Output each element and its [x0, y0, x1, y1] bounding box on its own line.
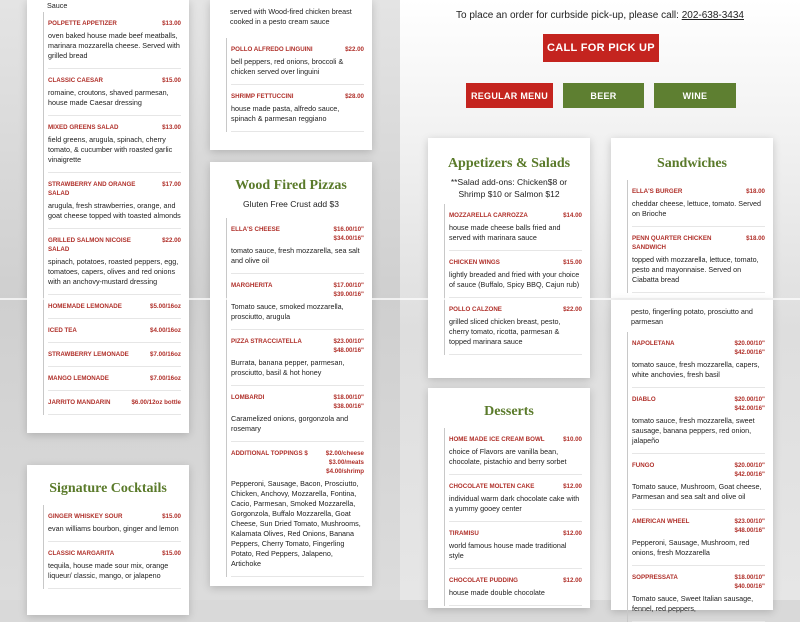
menu-item-description: oven baked house made beef meatballs, marinara mozzarella cheese. Served with grilled bread — [48, 31, 180, 60]
menu-item — [231, 442, 364, 577]
menu-item-name: MIXED GREENS SALAD — [48, 124, 119, 131]
menu-item-list — [627, 180, 765, 293]
card-title: Signature Cocktails — [49, 481, 167, 496]
menu-item — [48, 391, 181, 415]
menu-card-pizzas-continued — [611, 300, 773, 613]
menu-item — [48, 319, 181, 343]
menu-card-pizzas — [210, 162, 372, 586]
menu-item-name: CHOCOLATE PUDDING — [449, 577, 518, 584]
menu-item-description: Pepperoni, Sausage, Bacon, Prosciutto, Chicken, Anchovy, Mozzarella, Fontina, Cacio, Parmesan, Smoked Mozzarella, Gorgonzola, Buffalo Mozzarella, Goat Cheese, Sun Dried Tomato, Mushrooms, Kalamata Olives, Red Onions, Banana Peppers, Cherry Tomato, Fingerling Potato, Red Peppers, Jalapeno, Artichoke — [231, 479, 361, 568]
phone-link[interactable]: 202-638-3434 — [681, 10, 744, 21]
menu-item-header — [632, 339, 765, 357]
menu-item-description: tequila, house made sour mix, orange liqueur/ classic, mango, or jalapeno — [48, 561, 169, 580]
menu-item-description: spinach, potatoes, roasted peppers, egg, tomatoes, capers, olives and red onions with an anchovy-mustard dressing — [48, 257, 179, 286]
menu-item — [48, 505, 181, 542]
section-divider — [0, 298, 800, 300]
menu-item-header — [48, 180, 181, 198]
order-instructions — [400, 10, 800, 21]
menu-item-description: Burrata, banana pepper, parmesan, prosciutto, basil & hot honey — [231, 358, 345, 377]
menu-item-header — [231, 281, 364, 299]
menu-item — [231, 218, 364, 274]
menu-item-description: choice of Flavors are vanilla bean, chocolate, pistachio and berry sorbet — [449, 447, 567, 466]
menu-item-name: CLASSIC CAESAR — [48, 77, 104, 84]
menu-item-price: $12.00 — [563, 483, 582, 490]
card-title: Desserts — [484, 404, 534, 419]
menu-card-appetizers — [428, 138, 590, 378]
menu-item-description: topped with mozzarella, lettuce, tomato, pesto and mayonnaise. Served on Ciabatta bread — [632, 255, 759, 284]
menu-item-name: SHRIMP FETTUCCINI — [231, 93, 294, 100]
menu-item-description: tomato sauce, fresh mozzarella, sweet sausage, banana peppers, red onion, jalapeño — [632, 416, 755, 445]
menu-item-description: Tomato sauce, smoked mozzarella, prosciutto, arugula — [231, 302, 344, 321]
menu-item — [632, 454, 765, 510]
menu-item-header — [48, 374, 181, 383]
menu-item-header — [48, 123, 181, 132]
menu-item-header — [632, 461, 765, 479]
menu-item-price: $14.00 — [563, 212, 582, 219]
menu-item-list — [43, 505, 181, 589]
menu-item-price: $20.00/10" $42.00/16" — [734, 340, 765, 356]
call-for-pickup-button[interactable]: CALL FOR PICK UP — [543, 34, 659, 62]
menu-item-name: STRAWBERRY AND ORANGE SALAD — [48, 181, 136, 197]
menu-item — [48, 173, 181, 229]
menu-item-name: LOMBARDI — [231, 394, 265, 401]
menu-item-price: $12.00 — [563, 577, 582, 584]
menu-item-name: FUNGO — [632, 462, 655, 469]
menu-item-name: MARGHERITA — [231, 282, 273, 289]
menu-item-header — [231, 393, 364, 411]
menu-item — [48, 343, 181, 367]
menu-item-price: $7.00/16oz — [150, 375, 181, 382]
menu-item — [632, 510, 765, 566]
menu-card-salads-drinks — [27, 0, 189, 433]
regular-menu-button[interactable]: REGULAR MENU — [466, 83, 553, 108]
menu-item-header — [449, 258, 582, 267]
menu-item-header — [632, 395, 765, 413]
menu-item-name: POLLO CALZONE — [449, 306, 502, 313]
menu-item — [449, 475, 582, 522]
menu-item — [632, 180, 765, 227]
menu-item-description: lightly breaded and fried with your choice of sauce (Buffalo, Spicy BBQ, Cajun rub) — [449, 270, 580, 289]
menu-item-price: $15.00 — [162, 77, 181, 84]
menu-item — [48, 542, 181, 589]
menu-item — [231, 85, 364, 132]
menu-item-price: $2.00/cheese $3.00/meats $4.00/shrimp — [325, 450, 364, 475]
menu-item-header — [48, 19, 181, 28]
menu-item — [48, 116, 181, 173]
menu-item — [449, 428, 582, 475]
menu-item-price: $5.00/16oz — [150, 303, 181, 310]
menu-item-price: $20.00/10" $42.00/16" — [734, 396, 765, 412]
menu-item-description: individual warm dark chocolate cake with a yummy gooey center — [449, 494, 580, 513]
menu-item-name: STRAWBERRY LEMONADE — [48, 351, 129, 358]
menu-item-header — [449, 305, 582, 314]
menu-card-sandwiches — [611, 138, 773, 298]
menu-item-description: grilled sliced chicken breast, pesto, cherry tomato, ricotta, parmesan & topped marinara sauce — [449, 317, 561, 346]
menu-card-cocktails — [27, 465, 189, 615]
menu-item-header — [449, 482, 582, 491]
menu-item-description: evan williams bourbon, ginger and lemon — [48, 524, 179, 533]
menu-item-name: POLPETTE APPETIZER — [48, 20, 117, 27]
menu-item-description: Caramelized onions, gorgonzola and rosemary — [231, 414, 349, 433]
menu-item-price: $15.00 — [162, 513, 181, 520]
wine-button[interactable]: WINE — [654, 83, 736, 108]
menu-item-price: $16.00/10" $34.00/16" — [333, 226, 364, 242]
menu-item-list — [444, 428, 582, 606]
menu-item-name: CLASSIC MARGARITA — [48, 550, 115, 557]
menu-item-price: $15.00 — [162, 550, 181, 557]
menu-item-name: SOPPRESSATA — [632, 574, 678, 581]
menu-item-price: $18.00 — [746, 235, 765, 242]
menu-item-price: $4.00/16oz — [150, 327, 181, 334]
menu-item-header — [231, 45, 364, 54]
menu-item — [632, 388, 765, 454]
menu-item-description: romaine, croutons, shaved parmesan, house made Caesar dressing — [48, 88, 169, 107]
menu-item-name: HOME MADE ICE CREAM BOWL — [449, 436, 545, 443]
menu-item-name: MANGO LEMONADE — [48, 375, 109, 382]
menu-item — [449, 204, 582, 251]
menu-item-name: ICED TEA — [48, 327, 77, 334]
card-top-text: pesto, fingerling potato, prosciutto and parmesan — [631, 307, 753, 326]
menu-item-price: $17.00 — [162, 181, 181, 188]
card-top-text: served with Wood-fired chicken breast cooked in a pesto cream sauce — [230, 7, 352, 26]
menu-item-description: tomato sauce, fresh mozzarella, sea salt and olive oil — [231, 246, 360, 265]
menu-item-header — [632, 187, 765, 196]
menu-item — [449, 298, 582, 355]
menu-item — [231, 274, 364, 330]
menu-item — [632, 227, 765, 293]
menu-item-description: house made pasta, alfredo sauce, spinach & parmesan reggiano — [231, 104, 340, 123]
menu-item-list — [226, 218, 364, 577]
menu-item-price: $18.00/10" $38.00/16" — [333, 394, 364, 410]
menu-item-header — [449, 576, 582, 585]
menu-item — [48, 12, 181, 69]
menu-item-price: $12.00 — [563, 530, 582, 537]
menu-item — [48, 367, 181, 391]
menu-item-header — [632, 517, 765, 535]
menu-item — [231, 386, 364, 442]
menu-item-name: PIZZA STRACCIATELLA — [231, 338, 302, 345]
menu-item-header — [449, 435, 582, 444]
menu-item-description: bell peppers, red onions, broccoli & chicken served over linguini — [231, 57, 344, 76]
menu-item-name: GINGER WHISKEY SOUR — [48, 513, 123, 520]
menu-item — [632, 332, 765, 388]
menu-item-price: $28.00 — [345, 93, 364, 100]
menu-item-header — [48, 512, 181, 521]
menu-item-price: $13.00 — [162, 20, 181, 27]
menu-item-description: tomato sauce, fresh mozzarella, capers, white anchovies, fresh basil — [632, 360, 760, 379]
menu-item-header — [449, 529, 582, 538]
menu-item-name: JARRITO MANDARIN — [48, 399, 111, 406]
menu-item-price: $22.00 — [162, 237, 181, 244]
menu-item-price: $23.00/10" $48.00/16" — [333, 338, 364, 354]
menu-item-name: POLLO ALFREDO LINGUINI — [231, 46, 313, 53]
menu-item-list — [43, 12, 181, 415]
menu-item-name: CHOCOLATE MOLTEN CAKE — [449, 483, 535, 490]
menu-item-list — [627, 332, 765, 622]
menu-item-header — [48, 236, 181, 254]
menu-item — [231, 38, 364, 85]
menu-item-description: Pepperoni, Sausage, Mushroom, red onions, fresh Mozzarella — [632, 538, 750, 557]
menu-item-price: $22.00 — [345, 46, 364, 53]
menu-item-header — [231, 337, 364, 355]
card-title: Appetizers & Salads — [447, 156, 571, 171]
menu-item-header — [48, 398, 181, 407]
menu-item-header — [48, 549, 181, 558]
menu-card-desserts — [428, 388, 590, 608]
menu-item — [231, 330, 364, 386]
menu-item-description: Tomato sauce, Mushroom, Goat cheese, Parmesan and sea salt and olive oil — [632, 482, 762, 501]
card-top-text: Sauce — [47, 1, 68, 10]
menu-item-header — [231, 449, 364, 476]
menu-item-description: house made double chocolate — [449, 588, 545, 597]
menu-item-header — [48, 302, 181, 311]
menu-item — [48, 229, 181, 295]
menu-item-price: $20.00/10" $42.00/16" — [734, 462, 765, 478]
card-subtitle: **Salad add-ons: Chicken$8 or Shrimp $10 or Salmon $12 — [450, 177, 568, 199]
menu-item-description: field greens, arugula, spinach, cherry tomato, & cucumber with roasted garlic vinaigrette — [48, 135, 173, 164]
menu-item-header — [48, 326, 181, 335]
menu-item-price: $18.00 — [746, 188, 765, 195]
menu-item-price: $6.00/12oz bottle — [131, 399, 181, 406]
menu-item-header — [632, 573, 765, 591]
menu-item-price: $13.00 — [162, 124, 181, 131]
menu-item — [48, 69, 181, 116]
menu-item-name: AMERICAN WHEEL — [632, 518, 690, 525]
menu-item-price: $10.00 — [563, 436, 582, 443]
menu-item-name: ADDITIONAL TOPPINGS $ — [231, 450, 308, 457]
menu-item-price: $23.00/10" $48.00/16" — [734, 518, 765, 534]
menu-item-name: CHICKEN WINGS — [449, 259, 500, 266]
menu-item — [632, 566, 765, 622]
menu-item-header — [48, 350, 181, 359]
menu-item-description: house made cheese balls fried and served with marinara sauce — [449, 223, 561, 242]
menu-item-description: cheddar cheese, lettuce, tomato. Served on Brioche — [632, 199, 762, 218]
menu-item-header — [231, 92, 364, 101]
menu-item-header — [48, 76, 181, 85]
menu-item-price: $15.00 — [563, 259, 582, 266]
menu-item — [449, 569, 582, 606]
menu-item-name: TIRAMISU — [449, 530, 479, 537]
card-title: Sandwiches — [656, 156, 728, 171]
menu-item-header — [231, 225, 364, 243]
menu-item-name: MOZZARELLA CARROZZA — [449, 212, 528, 219]
menu-card-pasta — [210, 0, 372, 150]
menu-item-name: DIABLO — [632, 396, 656, 403]
menu-item-description: world famous house made traditional style — [449, 541, 567, 560]
menu-item-header — [449, 211, 582, 220]
menu-item-name: GRILLED SALMON NICOISE SALAD — [48, 237, 131, 253]
card-title: Wood Fired Pizzas — [235, 178, 347, 193]
menu-item-price: $17.00/10" $39.00/16" — [333, 282, 364, 298]
menu-item-name: PENN QUARTER CHICKEN SANDWICH — [632, 235, 712, 251]
menu-item-list — [444, 204, 582, 355]
menu-item-name: ELLA'S CHEESE — [231, 226, 280, 233]
menu-item — [449, 251, 582, 298]
menu-item-price: $7.00/16oz — [150, 351, 181, 358]
menu-item-name: ELLA'S BURGER — [632, 188, 683, 195]
menu-item-header — [632, 234, 765, 252]
card-subtitle: Gluten Free Crust add $3 — [243, 199, 339, 209]
beer-button[interactable]: BEER — [563, 83, 644, 108]
menu-item-description: Tomato sauce, Sweet Italian sausage, fennel, red peppers, — [632, 594, 754, 613]
menu-item-description: arugula, fresh strawberries, orange, and goat cheese topped with toasted almonds — [48, 201, 181, 220]
menu-item-price: $18.00/10" $40.00/16" — [734, 574, 765, 590]
menu-item-name: NAPOLETANA — [632, 340, 675, 347]
order-text: To place an order for curbside pick-up, please call: — [456, 10, 679, 21]
menu-item-price: $22.00 — [563, 306, 582, 313]
menu-item-list — [226, 38, 364, 132]
menu-item-name: HOMEMADE LEMONADE — [48, 303, 122, 310]
menu-item — [449, 522, 582, 569]
